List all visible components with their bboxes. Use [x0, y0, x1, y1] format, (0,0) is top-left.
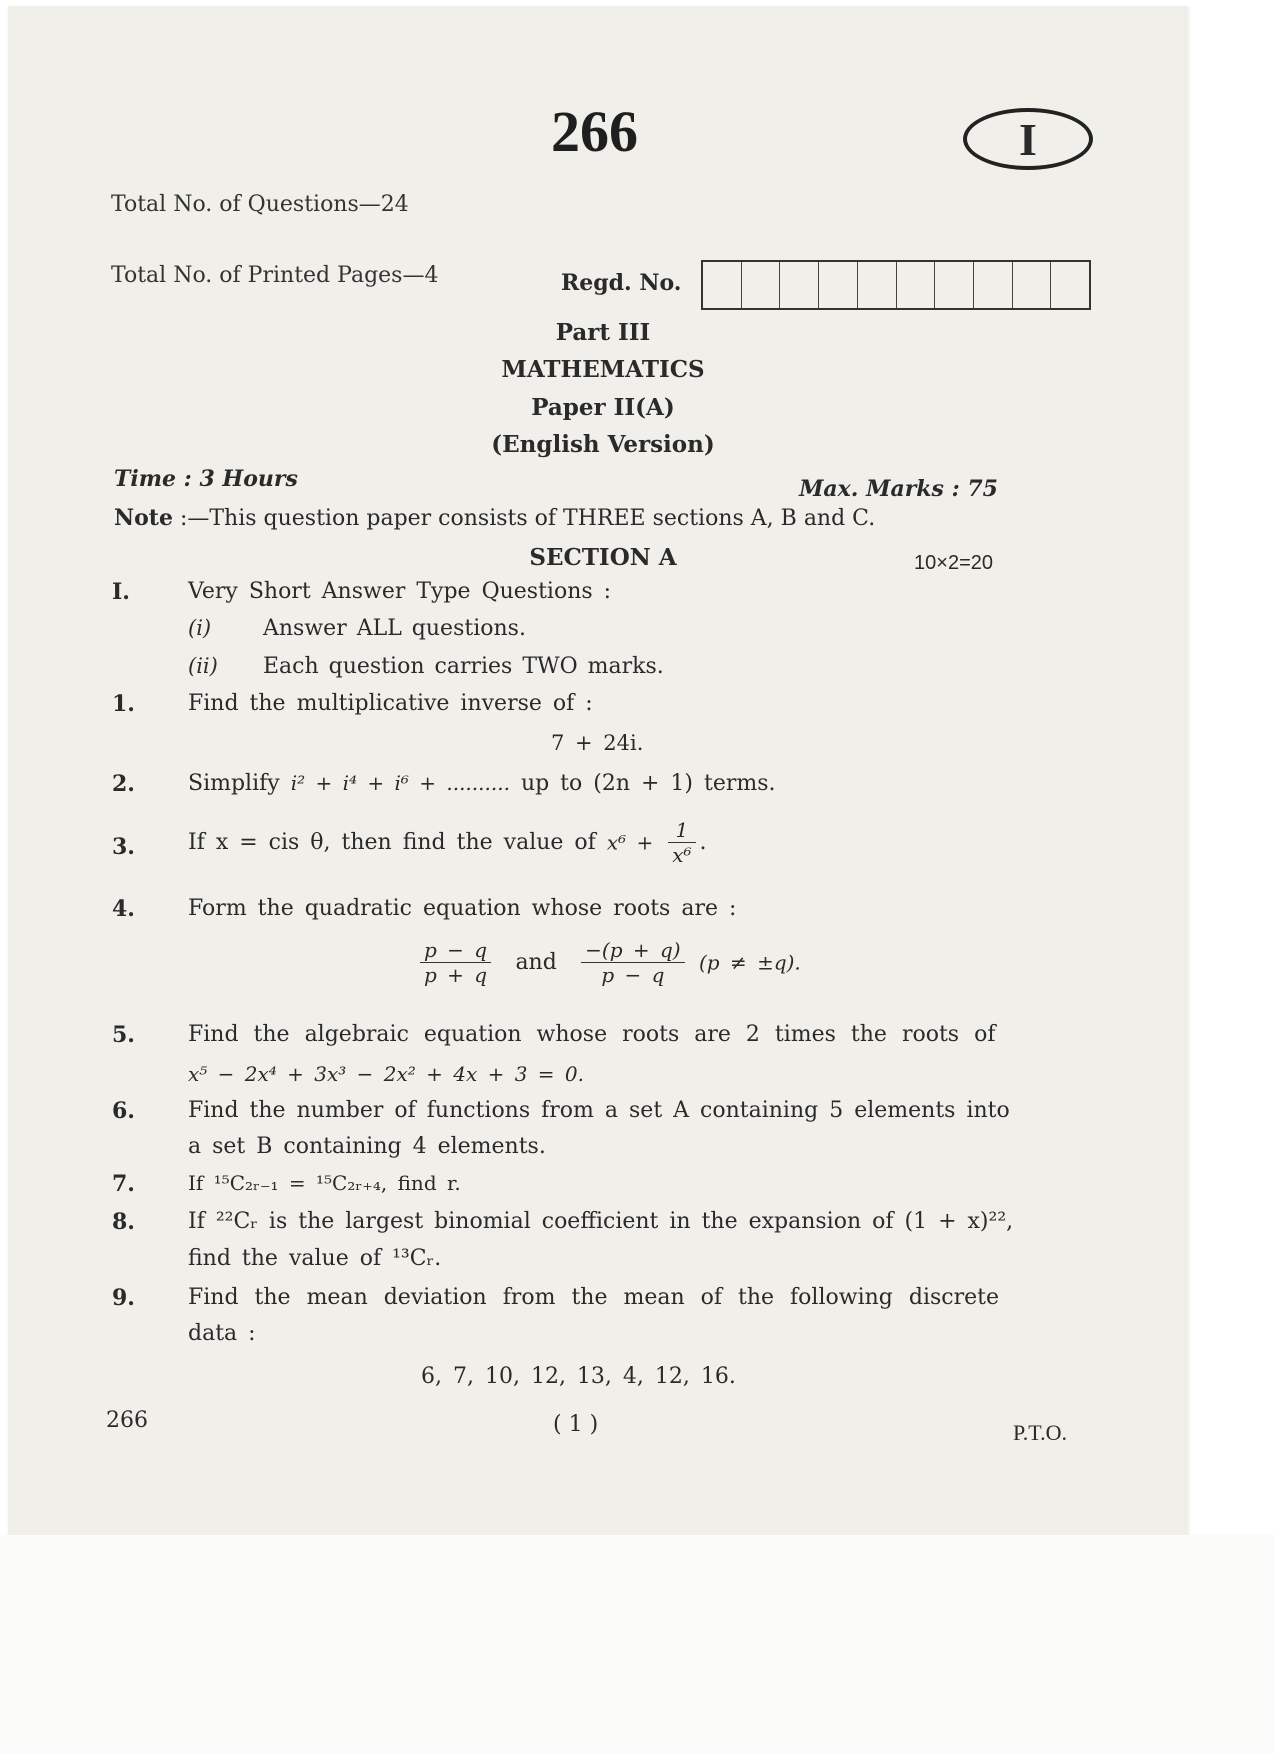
question-number: 7.: [112, 1171, 135, 1197]
question-number: 4.: [112, 896, 135, 922]
question-text: Form the quadratic equation whose roots are :: [188, 896, 737, 921]
question-number: 1.: [112, 691, 135, 717]
regd-box[interactable]: [742, 262, 781, 308]
regd-box[interactable]: [1013, 262, 1052, 308]
scan-margin: [0, 1535, 1275, 1753]
instruction-sub-label: (i): [188, 616, 212, 640]
time-allowed: Time : 3 Hours: [114, 466, 298, 492]
question-number: 8.: [112, 1209, 135, 1235]
instruction-sub-text: Each question carries TWO marks.: [263, 654, 664, 679]
question-expression: $\frac{p - q}{p + q}$ and $\frac{-(p + q)}{p - q}$ (p ≠ ±q).: [416, 938, 801, 987]
question-text: Find the mean deviation from the mean of the following discrete: [188, 1285, 999, 1310]
regd-box[interactable]: [935, 262, 974, 308]
total-pages: Total No. of Printed Pages—4: [111, 263, 439, 288]
fraction: $\frac{-(p + q)}{p - q}$: [581, 938, 684, 987]
question-text: Find the multiplicative inverse of :: [188, 691, 593, 716]
question-text: data :: [188, 1321, 256, 1346]
note-label: Note: [114, 505, 173, 531]
pto-label: P.T.O.: [1013, 1420, 1067, 1445]
regd-box[interactable]: [819, 262, 858, 308]
question-expression: 7 + 24i.: [551, 731, 644, 755]
version-badge: I: [963, 108, 1093, 170]
question-expression: x⁵ − 2x⁴ + 3x³ − 2x² + 4x + 3 = 0.: [188, 1062, 585, 1086]
subject-title: MATHEMATICS: [501, 356, 705, 383]
max-marks: Max. Marks : 75: [799, 476, 998, 502]
question-text: Find the algebraic equation whose roots are 2 times the roots of: [188, 1022, 996, 1047]
question-text: If x = cis θ, then find the value of x⁶ + $\frac{1}{\text{x⁶}}$ .: [188, 818, 707, 867]
instruction-sub-label: (ii): [188, 654, 218, 678]
regd-box[interactable]: [858, 262, 897, 308]
question-number: 6.: [112, 1098, 135, 1124]
question-text: Find the number of functions from a set A containing 5 elements into: [188, 1098, 1010, 1123]
part-title: Part III: [555, 319, 651, 346]
question-number: 3.: [112, 834, 135, 860]
instruction-number: I.: [112, 579, 130, 605]
regd-box[interactable]: [1051, 262, 1089, 308]
paper-code: 266: [551, 99, 638, 164]
question-text: Simplify i² + i⁴ + i⁶ + .......... up to (2n + 1) terms.: [188, 771, 776, 796]
question-number: 2.: [112, 771, 135, 797]
regd-label: Regd. No.: [561, 270, 682, 296]
question-data: 6, 7, 10, 12, 13, 4, 12, 16.: [421, 1364, 736, 1389]
section-marks: 10×2=20: [914, 552, 993, 574]
section-title: SECTION A: [529, 544, 677, 571]
note: [114, 505, 875, 531]
paper-sheet: [8, 6, 1188, 1541]
regd-box[interactable]: [703, 262, 742, 308]
total-questions: Total No. of Questions—24: [111, 192, 409, 217]
regd-number-boxes[interactable]: [701, 260, 1091, 310]
instruction-title: Very Short Answer Type Questions :: [188, 579, 612, 604]
question-number: 5.: [112, 1022, 135, 1048]
fraction: $\frac{1}{\text{x⁶}}$: [668, 818, 695, 867]
question-number: 9.: [112, 1285, 135, 1311]
instruction-sub-text: Answer ALL questions.: [263, 616, 526, 641]
question-text: a set B containing 4 elements.: [188, 1134, 546, 1159]
fraction: $\frac{p - q}{p + q}$: [420, 938, 491, 987]
page-number: ( 1 ): [553, 1412, 599, 1437]
question-text: If ²²Cᵣ is the largest binomial coefficient in the expansion of (1 + x)²²,: [188, 1209, 1014, 1234]
question-text: find the value of ¹³Cᵣ.: [188, 1246, 442, 1271]
footer-code: 266: [106, 1408, 148, 1433]
regd-box[interactable]: [974, 262, 1013, 308]
regd-box[interactable]: [780, 262, 819, 308]
note-text: :—This question paper consists of THREE sections A, B and C.: [179, 506, 876, 531]
paper-title: Paper II(A): [531, 394, 675, 421]
regd-box[interactable]: [897, 262, 936, 308]
question-text: If ¹⁵C₂ᵣ₋₁ = ¹⁵C₂ᵣ₊₄, find r.: [188, 1171, 461, 1195]
version-note: (English Version): [491, 431, 715, 458]
